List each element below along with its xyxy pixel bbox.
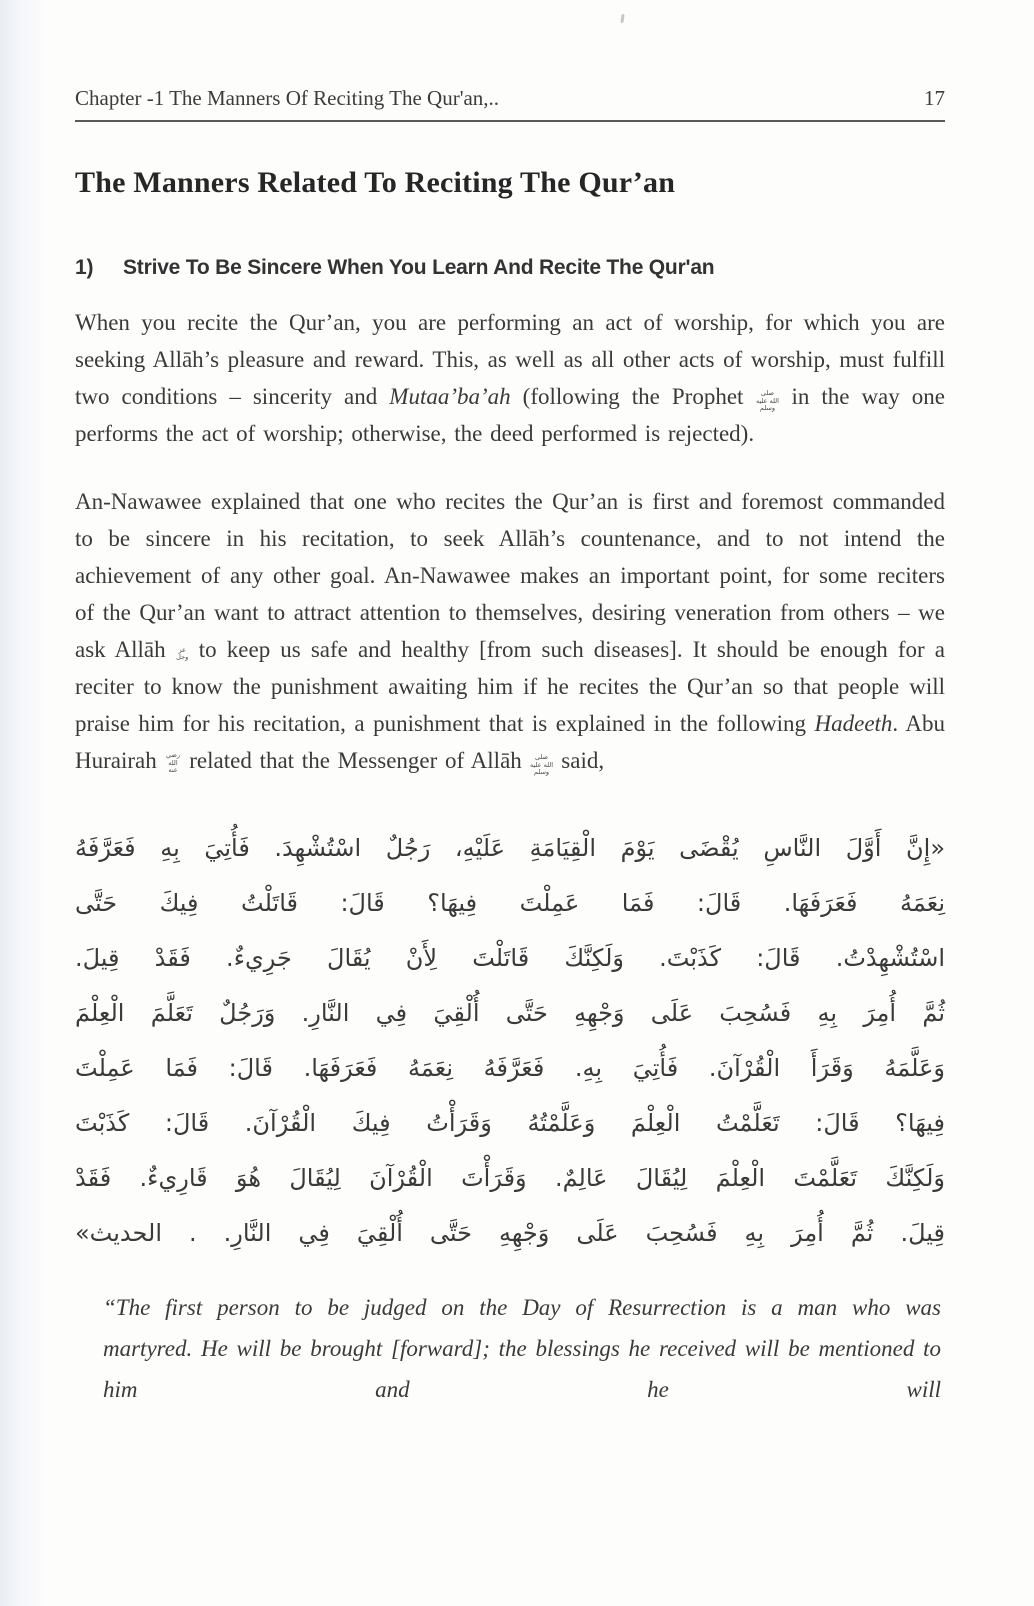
- arabic-hadith-line: اسْتُشْهِدْتُ. قَالَ: كَذَبْتَ. وَلَكِنَّكَ قَاتَلْتَ لِأَنْ يُقَالَ جَرِيءٌ. فَقَدْ قِيلَ.: [75, 944, 945, 972]
- arabic-hadith-line: نِعَمَهُ فَعَرَفَهَا. قَالَ: فَمَا عَمِلْتَ فِيهَا؟ قَالَ: قَاتَلْتُ فِيكَ حَتَّى: [75, 889, 945, 917]
- paragraph-text: said,: [553, 748, 605, 773]
- hadith-arabic-block: [75, 821, 945, 1261]
- arabic-hadith-line: وَعَلَّمَهُ وَقَرَأَ الْقُرْآنَ. فَأُتِيَ بِهِ. فَعَرَّفَهُ نِعَمَهُ فَعَرَفَهَا. قَالَ: فَمَا عَمِلْتَ: [75, 1054, 945, 1082]
- section-heading: [75, 256, 945, 280]
- paragraph-text: . Abu Hurairah: [75, 711, 946, 773]
- body-paragraph-2: [75, 483, 945, 779]
- arabic-hadith-line: «إِنَّ أَوَّلَ النَّاسِ يُقْضَى يَوْمَ الْقِيَامَةِ عَلَيْهِ، رَجُلٌ اسْتُشْهِدَ. فَأُتِيَ بِهِ فَعَرَّفَهُ: [75, 834, 945, 862]
- paragraph-text: (following the Prophet: [510, 384, 756, 409]
- paragraph-text: in the way one performs the act of worship; otherwise, the deed performed is rejected).: [75, 384, 945, 446]
- arabic-hadith-line: وَلَكِنَّكَ تَعَلَّمْتَ الْعِلْمَ لِيُقَالَ عَالِمٌ. وَقَرَأْتَ الْقُرْآنَ لِيُقَالَ هُوَ قَارِيءٌ. فَقَدْ: [75, 1164, 945, 1192]
- paragraph-text: to keep us safe and healthy [from such diseases]. It should be enough for a reciter to know the punishment awaiting him if he recites the Qur’an so that people will praise him for his recitation, a punishment that is explained in the following: [75, 637, 945, 736]
- page-number: 17: [924, 86, 945, 110]
- arabic-hadith-line: ثُمَّ أُمِرَ بِهِ فَسُحِبَ عَلَى وَجْهِهِ حَتَّى أُلْقِيَ فِي النَّارِ. وَرَجُلٌ تَعَلَّمَ الْعِلْمَ: [75, 999, 945, 1027]
- paragraph-text: An-Nawawee explained that one who recites the Qur’an is first and foremost commanded to be sincere in his recitation, to seek Allāh’s countenance, and to not intend the achievement of any other goal. An-Nawawee makes an important point, for some reciters of the Qur’an want to attract attention to themselves, desiring veneration from others – we ask Allāh: [75, 489, 945, 662]
- companion-honorific-mark: رضي الله عنه: [165, 751, 181, 774]
- prophet-honorific-mark: صلى الله عليه وسلم: [755, 389, 779, 412]
- paragraph-text: When you recite the Qur’an, you are performing an act of worship, for which you are seeking Allāh’s pleasure and reward. This, as well as all other acts of worship, must fulfill two conditions – sincerity and: [75, 310, 945, 409]
- arabic-hadith-line: فِيهَا؟ قَالَ: تَعَلَّمْتُ الْعِلْمَ وَعَلَّمْتُهُ وَقَرَأْتُ فِيكَ الْقُرْآنَ. قَالَ: كَذَبْتَ: [75, 1109, 945, 1137]
- italic-term: Mutaa’ba’ah: [389, 384, 511, 409]
- arabic-hadith-line: قِيلَ. ثُمَّ أُمِرَ بِهِ فَسُحِبَ عَلَى وَجْهِهِ حَتَّى أُلْقِيَ فِي النَّارِ. . الحديث»: [75, 1219, 945, 1247]
- italic-term: Hadeeth: [814, 711, 893, 736]
- body-paragraph-1: [75, 304, 945, 452]
- header-rule: [75, 120, 945, 122]
- prophet-honorific-mark: صلى الله عليه وسلم: [530, 753, 554, 776]
- running-header: [75, 86, 945, 111]
- hadith-translation: “The first person to be judged on the Day of Resurrection is a man who was martyred. He will be brought [forward]; the blessings he received will be mentioned to him and he will: [103, 1295, 941, 1402]
- paragraph-text: related that the Messenger of Allāh: [181, 748, 530, 773]
- chapter-header-text: Chapter -1 The Manners Of Reciting The Qur'an,..: [75, 86, 500, 110]
- section-number: 1): [75, 256, 94, 279]
- allah-honorific-mark: عز وجل: [176, 645, 189, 661]
- section-heading-text: Strive To Be Sincere When You Learn And Recite The Qur'an: [123, 256, 715, 279]
- page-title: The Manners Related To Reciting The Qur’an: [75, 166, 676, 199]
